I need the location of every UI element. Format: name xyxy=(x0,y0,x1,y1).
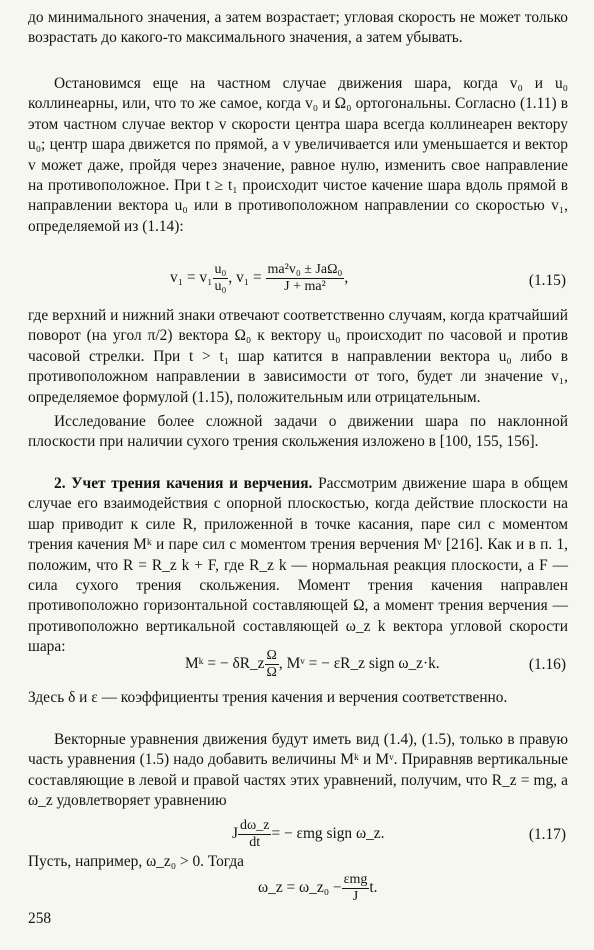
equation-1-17: J $\frac{d\omega\_z}{dt}$ = − εmg sign ω_z. xyxy=(232,818,385,850)
paragraph-rolling-friction: 2. Учет трения качения и верчения. Рассмотрим движение шара в общем случае его взаимодействия с опорной плоскостью, когда действие плоскости на шар приводит к силе R, приложенной в точке касания, паре сил с моментом трения качения Mᵏ и паре сил с моментом трения верчения Mᵛ [216]. Как и в п. 1, положим, что R = R_z k + F, где R_z k — нормальная реакция плоскости, а F — сила сухого трения скольжения. Момент трения качения направлен противоположно горизонтальной составляющей Ω, а момент трения верчения — противоположно вертикальной составляющей ω_z k вектора угловой скорости шара: xyxy=(28,475,568,656)
paragraph-inclined-plane: Исследование более сложной задачи о движении шара по наклонной плоскости при наличии сухого трения скольжения изложено в [100, 155, 156]. xyxy=(28,413,568,451)
paragraph-coefficients: Здесь δ и ε — коэффициенты трения качения и верчения соответственно. xyxy=(28,689,508,706)
paragraph-example: Пусть, например, ω_z₀ > 0. Тогда xyxy=(28,853,245,870)
equation-number: (1.16) xyxy=(528,656,566,673)
paragraph-vector-equations: Векторные уравнения движения будут иметь вид (1.4), (1.5), только в правую часть уравнения (1.5) надо добавить величины Mᵏ и Mᵛ. Приравняв вертикальные составляющие в левой и правой частях этих уравнений, получим, что R_z = mg, а ω_z удовлетворяет уравнению xyxy=(28,731,568,810)
equation-1-16: Mᵏ = − δR_z $\frac{\Omega}{\Omega}$ , Mᵛ = − εR_z sign ω_z·k. xyxy=(185,648,440,680)
section-heading: 2. Учет трения качения и верчения. xyxy=(54,475,313,492)
paragraph-signs: где верхний и нижний знаки отвечают соответственно случаям, когда кратчайший поворот (на угол π/2) вектора Ω₀ к вектору u₀ происходит по часовой и против часовой стрелки. При t > t₁ шар катится в направлении вектора u₀ либо в противоположном направлении в зависимости от того, будет ли значение v₁, определяемое формулой (1.15), положительным или отрицательным. xyxy=(28,307,568,406)
equation-1-15: v₁ = v₁ $\frac{\text{u₀}}{\text{u₀}}$ , v₁ = $\frac{\text{ma²v₀ ± JaΩ₀}}{\text{J + ma²}}$ , xyxy=(170,262,349,294)
equation-number: (1.17) xyxy=(528,826,566,843)
paragraph-special-case: Остановимся еще на частном случае движения шара, когда v₀ и u₀ коллинеарны, или, что то же самое, когда v₀ и Ω₀ ортогональны. Согласно (1.11) в этом частном случае вектор v скорости центра шара всегда коллинеарен вектору u₀; центр шара движется по прямой, а v увеличивается или уменьшается и вектор v может даже, пройдя через значение, равное нулю, изменить свое направление на противоположное. При t ≥ t₁ происходит чистое качение шара вдоль прямой в направлении вектора u₀ или в противоположном направлении со скоростью v₁, определяемой из (1.14): xyxy=(28,75,568,235)
page-number: 258 xyxy=(28,910,52,927)
equation-number: (1.15) xyxy=(528,272,566,289)
equation-solution: ω_z = ω_z₀ − $\frac{\text{εmg}}{J}$ t. xyxy=(258,872,378,904)
paragraph-continuation: до минимального значения, а затем возрастает; угловая скорость не может только возрастать до какого-то максимального значения, а затем убывать. xyxy=(28,9,568,47)
